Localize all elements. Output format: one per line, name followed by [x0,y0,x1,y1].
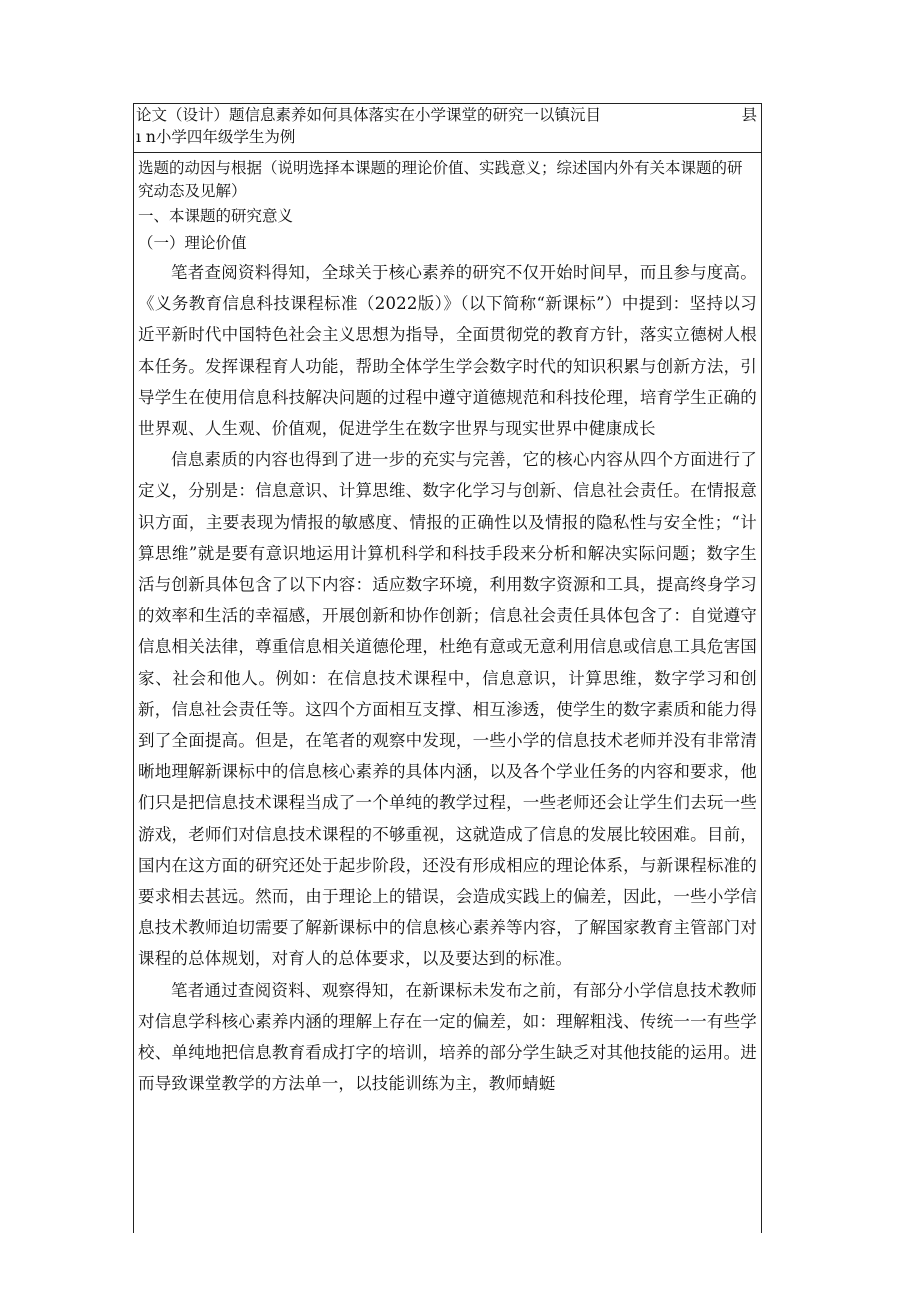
subsection-heading: （一）理论价值 [138,234,247,252]
title-row [133,103,762,153]
basis-cell [133,153,762,1233]
paragraph-1: 笔者查阅资料得知，全球关于核心素养的研究不仅开始时间早，而且参与度高。《义务教育信息科技课程标准（2022版）》（以下简称“新课标”）中提到：坚持以习近平新时代中国特色社会主义思想为指导，全面贯彻党的教育方针，落实立德树人根本任务。发挥课程育人功能，帮助全体学生学会数字时代的知识积累与创新方法，引导学生在使用信息科技解决问题的过程中遵守道德规范和科技伦理，培育学生正确的世界观、人生观、价值观，促进学生在数字世界与现实世界中健康成长 [138,263,757,439]
section-heading: 一、本课题的研究意义 [138,207,294,225]
proposal-form [133,103,762,1233]
basis-heading: 选题的动因与根据（说明选择本课题的理论价值、实践意义；综述国内外有关本课题的研究动态及见解） [138,159,743,200]
paragraph-2: 信息素质的内容也得到了进一步的充实与完善，它的核心内容从四个方面进行了定义，分别是：信息意识、计算思维、数字化学习与创新、信息社会责任。在情报意识方面，主要表现为情报的敏感度、情报的正确性以及情报的隐私性与安全性；“计算思维”就是要有意识地运用计算机科学和科技手段来分析和解决实际问题；数字生活与创新具体包含了以下内容：适应数字环境，利用数字资源和工具，提高终身学习的效率和生活的幸福感，开展创新和协作创新；信息社会责任具体包含了：自觉遵守信息相关法律，尊重信息相关道德伦理，杜绝有意或无意利用信息或信息工具危害国家、社会和他人。例如：在信息技术课程中，信息意识，计算思维，数字学习和创新，信息社会责任等。这四个方面相互支撑、相互渗透，使学生的数字素质和能力得到了全面提高。但是，在笔者的观察中发现，一些小学的信息技术老师并没有非常清晰地理解新课标中的信息核心素养的具体内涵，以及各个学业任务的内容和要求，他们只是把信息技术课程当成了一个单纯的教学过程，一些老师还会让学生们去玩一些游戏，老师们对信息技术课程的不够重视，这就造成了信息的发展比较困难。目前，国内在这方面的研究还处于起步阶段，还没有形成相应的理论体系，与新课程标准的要求相去甚远。然而，由于理论上的错误，会造成实践上的偏差，因此，一些小学信息技术教师迫切需要了解新课标中的信息核心素养等内容，了解国家教育主管部门对课程的总体规划，对育人的总体要求，以及要达到的标准。 [138,450,757,969]
thesis-title-line1: 论文（设计）题信息素养如何具体落实在小学课堂的研究一以镇沅目 [136,106,602,124]
paragraph-3: 笔者通过查阅资料、观察得知，在新课标未发布之前，有部分小学信息技术教师对信息学科核心素养内涵的理解上存在一定的偏差，如：理解粗浅、传统一一有些学校、单纯地把信息教育看成打字的培训，培养的部分学生缺乏对其他技能的运用。进而导致课堂教学的方法单一，以技能训练为主，教师蜻蜓 [138,980,757,1094]
thesis-title-county: 县 [741,106,757,124]
thesis-title-line2: ı n小学四年级学生为例 [136,128,296,146]
